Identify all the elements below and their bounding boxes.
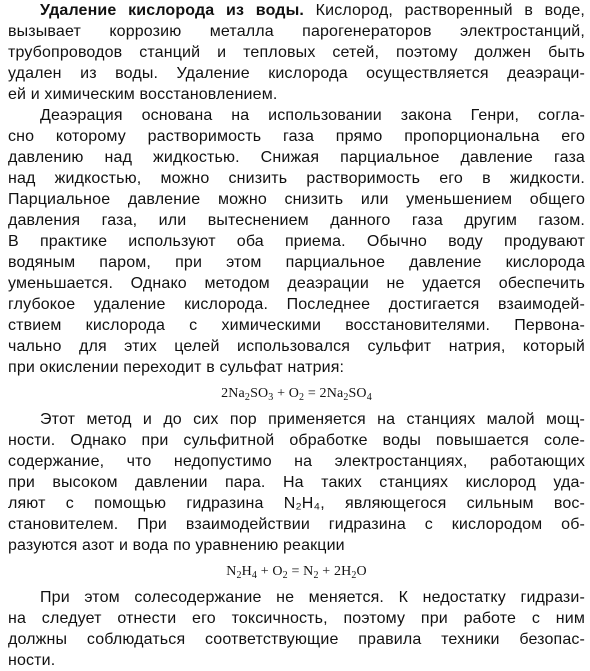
paragraph-line: ности. [8, 652, 56, 669]
paragraph-line: Парциальное давление можно снизить или уменьшением общего [8, 191, 585, 208]
paragraph-line: чально для этих целей использовался сульфит натрия, который [8, 338, 585, 355]
paragraph-1 [8, 0, 585, 105]
paragraph-line: давления газа, или вытеснением данного газа другим газом. [8, 212, 585, 229]
paragraph-3 [8, 409, 585, 556]
section-title: Удаление кислорода из воды. [40, 2, 304, 19]
paragraph-line: над жидкостью, можно снизить растворимость его в жидкости. [8, 170, 585, 187]
paragraph-line: должны соблюдаться соответствующие правила техники безопас- [8, 631, 585, 648]
paragraph-line: при окислении переходит в сульфат натрия: [8, 359, 345, 376]
paragraph-line: В практике используют оба приема. Обычно воду продувают [8, 233, 585, 250]
paragraph-line: разуются азот и вода по уравнению реакции [8, 537, 345, 554]
paragraph-line: Удаление кислорода из воды. Кислород, растворенный в воде, [40, 2, 585, 19]
paragraph-line: Этот метод и до сих пор применяется на станциях малой мощ- [40, 411, 585, 428]
paragraph-line: ности. Однако при сульфитной обработке воды повышается соле- [8, 432, 585, 449]
equation-sulfite: $2Na_2SO_3 + O_2 = 2Na_2SO_4$ [221, 386, 372, 403]
paragraph-line: становителем. При взаимодействии гидразина с кислородом об- [8, 516, 585, 533]
paragraph-2 [8, 105, 585, 378]
paragraph-line: удален из воды. Удаление кислорода осуществляется деаэраци- [8, 65, 585, 82]
paragraph-line: ей и химическим восстановлением. [8, 86, 278, 103]
paragraph-line: уменьшается. Однако методом деаэрации не удается обеспечить [8, 275, 585, 292]
paragraph-line: при высоком давлении пара. На таких станциях кислород уда- [8, 474, 585, 491]
paragraph-4 [8, 587, 585, 671]
equation-hydrazine: $N_2H_4 + O_2 = N_2 + 2H_2O$ [226, 564, 367, 581]
paragraph-line: глубокое удаление кислорода. Последнее достигается взаимодей- [8, 296, 585, 313]
paragraph-line: водяным паром, при этом парциальное давление кислорода [8, 254, 585, 271]
paragraph-line: сно которому растворимость газа прямо пропорциональна его [8, 128, 585, 145]
paragraph-line: на следует отнести его токсичность, поэтому при работе с ним [8, 610, 585, 627]
paragraph-line: ствием кислорода с химическими восстановителями. Первона- [8, 317, 585, 334]
paragraph-line: При этом солесодержание не меняется. К недостатку гидрази- [40, 589, 585, 606]
paragraph-line: давлению над жидкостью. Снижая парциальное давление газа [8, 149, 585, 166]
paragraph-line: трубопроводов станций и тепловых сетей, поэтому должен быть [8, 44, 585, 61]
paragraph-line: ляют с помощью гидразина N₂H₄, являющегося сильным вос- [8, 495, 585, 512]
paragraph-line: содержание, что недопустимо на электростанциях, работающих [8, 453, 585, 470]
paragraph-line: Деаэрация основана на использовании закона Генри, согла- [40, 107, 585, 124]
paragraph-line: вызывает коррозию металла парогенераторов электростанций, [8, 23, 585, 40]
